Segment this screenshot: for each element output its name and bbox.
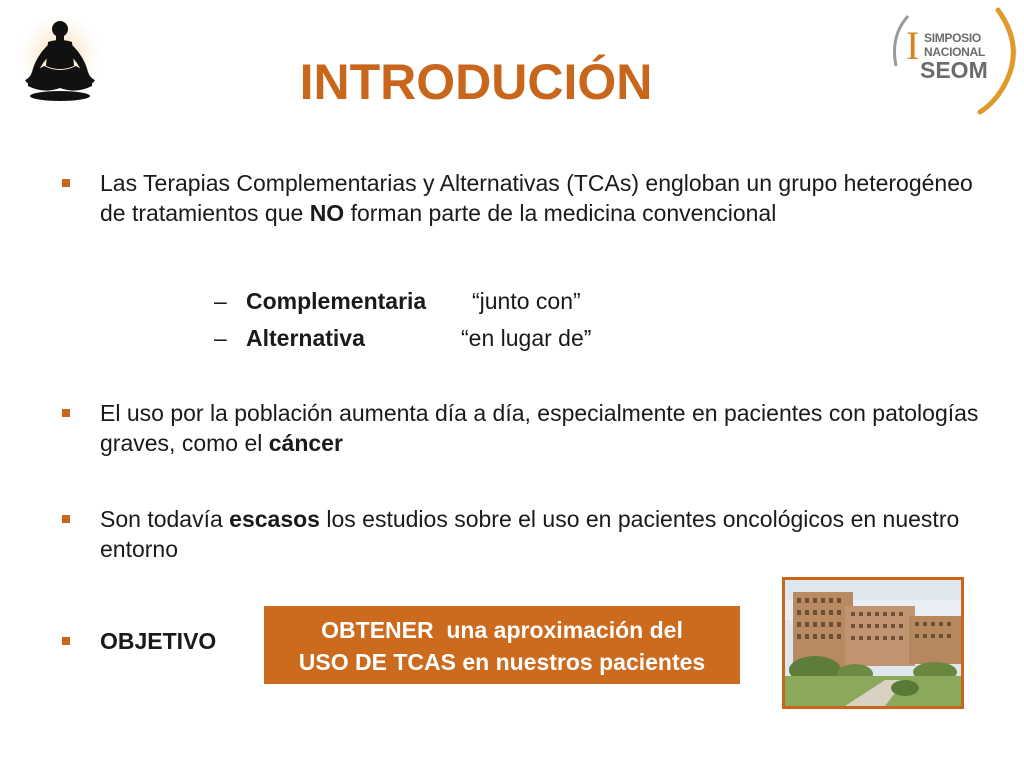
bullet-text-post: los estudios sobre el uso en pacientes oncológicos en nuestro entorno (100, 506, 960, 562)
square-bullet-icon (62, 179, 70, 187)
definition-term: Complementaria (246, 288, 427, 314)
objective-box (264, 606, 740, 684)
square-bullet-icon (62, 515, 70, 523)
bullet-text (100, 504, 982, 564)
bullet-text-bold: escasos (229, 506, 320, 532)
hospital-photo (782, 577, 964, 709)
bullet-item (62, 398, 982, 458)
square-bullet-icon (62, 637, 70, 645)
bullet-text-pre: El uso por la población aumenta día a día, especialmente en pacientes con patologías graves, como el (100, 400, 979, 456)
slide-title: INTRODUCIÓN (299, 54, 653, 110)
logo-line-seom: SEOM (920, 57, 988, 83)
logo-line-nacional: NACIONAL (924, 45, 985, 59)
definition-meaning: “junto con” (472, 288, 581, 314)
dash-icon: – (214, 325, 227, 351)
bullet-text (100, 398, 982, 458)
logo-line-simposio: SIMPOSIO (924, 31, 981, 45)
bullet-text-pre: Son todavía (100, 506, 230, 532)
definition-term: Alternativa (246, 325, 365, 351)
bullet-text (100, 168, 982, 228)
dash-icon: – (214, 288, 227, 314)
bullet-text-post: forman parte de la medicina convencional (344, 200, 777, 226)
simposio-seom-logo (888, 6, 1020, 118)
hospital-building-image (785, 580, 961, 706)
bullet-text-bold: cáncer (268, 430, 343, 456)
meditation-figure-icon (18, 16, 102, 106)
logo-roman-numeral: I (906, 23, 920, 68)
bullet-item (62, 504, 982, 564)
definition-item (214, 323, 591, 353)
bullet-text-pre: Las Terapias Complementarias y Alternativas (TCAs) engloban un grupo heterogéneo de tratamientos que (100, 170, 973, 226)
objective-line-1: OBTENER una aproximación del (321, 617, 683, 643)
bullet-item (62, 168, 982, 228)
definition-item (214, 286, 581, 316)
definition-meaning: “en lugar de” (461, 325, 592, 351)
objective-line-2: USO DE TCAS en nuestros pacientes (298, 649, 706, 675)
square-bullet-icon (62, 409, 70, 417)
bullet-text-bold: OBJETIVO (100, 628, 217, 654)
bullet-text-bold: NO (309, 200, 345, 226)
